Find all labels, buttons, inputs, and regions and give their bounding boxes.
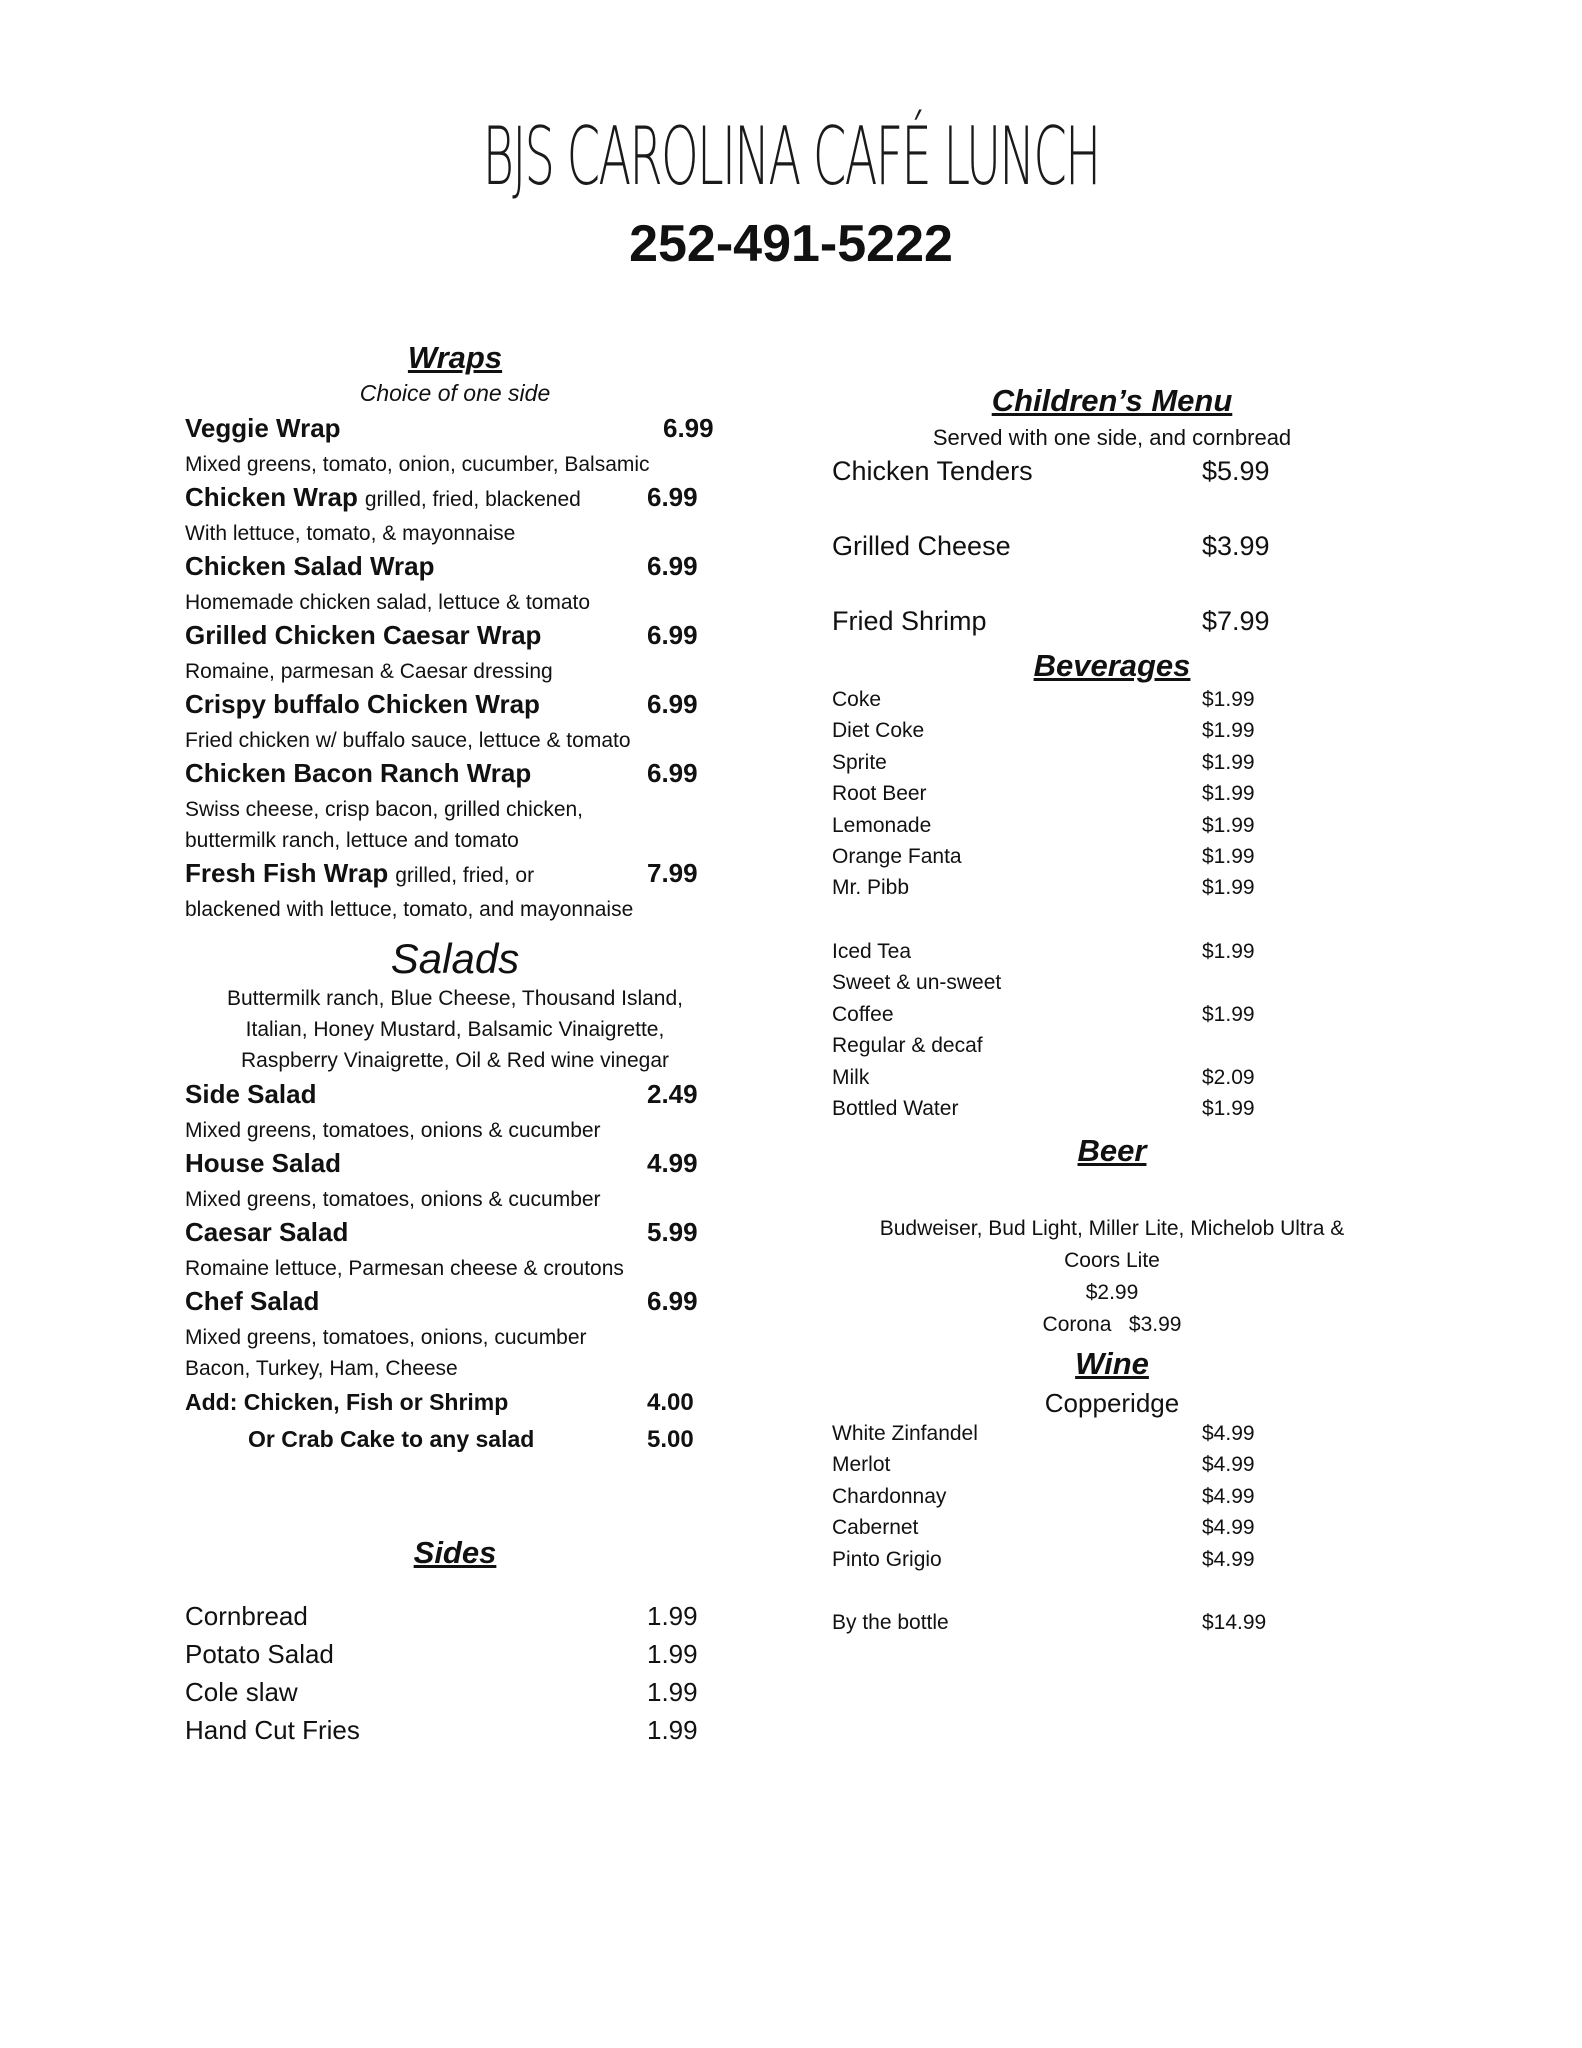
- beverage-item: [832, 752, 1392, 773]
- beverage-item: [832, 689, 1392, 710]
- addon-price: 5.00: [647, 1426, 694, 1453]
- side-name: Cole slaw: [185, 1677, 298, 1707]
- wine-name: Pinto Grigio: [832, 1547, 942, 1571]
- wrap-item: [185, 415, 725, 442]
- wine-price: $4.99: [1202, 1516, 1255, 1540]
- beverage-price: $1.99: [1202, 688, 1255, 711]
- childrens-item: [832, 458, 1392, 485]
- beverage-price: $1.99: [1202, 750, 1255, 774]
- beverage-name: Root Beer: [832, 782, 927, 806]
- beverage-name: Lemonade: [832, 813, 932, 837]
- salad-item: [185, 1288, 725, 1315]
- salads-heading: Salads: [390, 935, 520, 982]
- salad-name: Caesar Salad: [185, 1217, 349, 1247]
- side-name: Potato Salad: [185, 1639, 334, 1669]
- side-price: 1.99: [647, 1639, 698, 1669]
- addon-label: Add: Chicken, Fish or Shrimp: [185, 1389, 509, 1415]
- wrap-item: [185, 860, 725, 887]
- wrap-name: Fresh Fish Wrap: [185, 858, 389, 888]
- addon-label: Or Crab Cake to any salad: [248, 1426, 535, 1452]
- wrap-name: Grilled Chicken Caesar Wrap: [185, 620, 542, 650]
- beverage-item: [832, 1004, 1392, 1025]
- beverage-price: $2.09: [1202, 1065, 1255, 1089]
- side-item: [185, 1641, 725, 1667]
- salad-price: 2.49: [647, 1079, 698, 1109]
- salad-price: 6.99: [647, 1286, 698, 1316]
- wraps-heading: Wraps: [407, 340, 503, 375]
- wine-item: [832, 1454, 1392, 1475]
- beverage-price: $1.99: [1202, 1002, 1255, 1026]
- dressing-line: Raspberry Vinaigrette, Oil & Red wine vinegar: [241, 1049, 669, 1072]
- wrap-name: Chicken Wrap: [185, 482, 358, 512]
- dressing-line: Buttermilk ranch, Blue Cheese, Thousand Island,: [226, 987, 684, 1010]
- beverages-heading: Beverages: [1033, 648, 1191, 683]
- salad-item: [185, 1219, 725, 1246]
- corona-price: Corona $3.99: [1042, 1313, 1182, 1336]
- wrap-price: 6.99: [663, 413, 714, 443]
- phone-number: 252-491-5222: [629, 215, 953, 273]
- wrap-price: 6.99: [647, 620, 698, 650]
- wine-price: $4.99: [1202, 1547, 1255, 1571]
- salad-description: Mixed greens, tomatoes, onions & cucumber: [185, 1119, 601, 1142]
- wrap-price: 6.99: [647, 551, 698, 581]
- beverage-price: $1.99: [1202, 876, 1255, 900]
- dressing-line: Italian, Honey Mustard, Balsamic Vinaigrette,: [245, 1018, 665, 1041]
- beverage-price: $1.99: [1202, 845, 1255, 868]
- childrens-menu-heading: Children’s Menu: [991, 383, 1233, 418]
- side-price: 1.99: [647, 1715, 698, 1745]
- beer-brands-line2: Coors Lite: [1064, 1249, 1160, 1272]
- salad-name: Chef Salad: [185, 1286, 320, 1316]
- wine-bottle-name: By the bottle: [832, 1611, 949, 1634]
- childrens-item-name: Grilled Cheese: [832, 531, 1011, 561]
- side-name: Cornbread: [185, 1601, 308, 1631]
- side-item: [185, 1717, 725, 1743]
- wrap-price: 7.99: [647, 858, 698, 888]
- beverage-name: Iced Tea: [832, 940, 912, 963]
- wrap-description: buttermilk ranch, lettuce and tomato: [185, 829, 519, 852]
- wrap-description: With lettuce, tomato, & mayonnaise: [185, 522, 516, 545]
- beverage-price: $1.99: [1202, 940, 1255, 963]
- wrap-item: [185, 622, 725, 649]
- wine-bottle-item: [832, 1612, 1392, 1633]
- beer-price: $2.99: [1085, 1281, 1139, 1304]
- wrap-options: grilled, fried, or: [395, 864, 535, 887]
- wrap-description: blackened with lettuce, tomato, and mayonnaise: [185, 898, 634, 921]
- side-price: 1.99: [647, 1677, 698, 1707]
- wrap-name: Chicken Salad Wrap: [185, 551, 435, 581]
- wrap-item: [185, 553, 725, 580]
- beverage-item: [832, 846, 1392, 867]
- salad-name: Side Salad: [185, 1079, 317, 1109]
- wine-name: Cabernet: [832, 1516, 919, 1540]
- beer-heading: Beer: [1077, 1133, 1147, 1168]
- wine-price: $4.99: [1202, 1422, 1255, 1445]
- wrap-price: 6.99: [647, 482, 698, 512]
- wine-item: [832, 1423, 1392, 1444]
- beverage-item: [832, 1098, 1392, 1119]
- wine-name: Chardonnay: [832, 1484, 947, 1508]
- wrap-name: Veggie Wrap: [185, 413, 341, 443]
- beverage-name: Coke: [832, 688, 882, 711]
- childrens-item-name: Fried Shrimp: [832, 606, 987, 636]
- beverage-name: Mr. Pibb: [832, 876, 910, 900]
- salad-description: Bacon, Turkey, Ham, Cheese: [185, 1357, 458, 1380]
- wrap-price: 6.99: [647, 689, 698, 719]
- beverage-price: $1.99: [1202, 719, 1255, 743]
- wine-name: Merlot: [832, 1453, 891, 1477]
- wine-brand: Copperidge: [1044, 1388, 1180, 1418]
- salad-price: 4.99: [647, 1148, 698, 1178]
- wrap-item: [185, 691, 725, 718]
- salad-description: Mixed greens, tomatoes, onions & cucumber: [185, 1188, 601, 1211]
- left-column: [185, 0, 725, 2048]
- salad-item: [185, 1081, 725, 1108]
- beverage-note: Sweet & un-sweet: [832, 971, 1002, 995]
- wrap-options: grilled, fried, blackened: [364, 488, 581, 511]
- wrap-description: Homemade chicken salad, lettuce & tomato: [185, 591, 591, 614]
- wine-price: $4.99: [1202, 1484, 1255, 1508]
- salad-description: Romaine lettuce, Parmesan cheese & croutons: [185, 1257, 624, 1280]
- salad-name: House Salad: [185, 1148, 342, 1178]
- wine-item: [832, 1549, 1392, 1570]
- wrap-description: Mixed greens, tomato, onion, cucumber, Balsamic: [185, 453, 650, 476]
- beer-brands-line1: Budweiser, Bud Light, Miller Lite, Michelob Ultra &: [879, 1217, 1345, 1240]
- beverage-name: Milk: [832, 1065, 870, 1089]
- beverage-item: [832, 720, 1392, 741]
- wine-bottle-price: $14.99: [1202, 1611, 1267, 1634]
- wrap-item: [185, 484, 725, 511]
- beverage-price: $1.99: [1202, 1097, 1255, 1120]
- beverage-name: Diet Coke: [832, 719, 925, 743]
- sides-heading: Sides: [413, 1535, 497, 1570]
- beverage-note: Regular & decaf: [832, 1034, 983, 1058]
- salad-price: 5.99: [647, 1217, 698, 1247]
- beverage-item: [832, 815, 1392, 836]
- beverage-name: Orange Fanta: [832, 845, 962, 868]
- wine-heading: Wine: [1075, 1346, 1149, 1381]
- wine-item: [832, 1517, 1392, 1538]
- childrens-item-price: $3.99: [1202, 531, 1270, 561]
- childrens-item: [832, 608, 1392, 635]
- right-column: [832, 0, 1392, 2048]
- beverage-item: [832, 1067, 1392, 1088]
- beverage-item: [832, 941, 1392, 962]
- beverage-name: Sprite: [832, 750, 887, 774]
- wrap-name: Chicken Bacon Ranch Wrap: [185, 758, 532, 788]
- wine-name: White Zinfandel: [832, 1422, 978, 1445]
- salad-description: Mixed greens, tomatoes, onions, cucumber: [185, 1326, 587, 1349]
- childrens-item-name: Chicken Tenders: [832, 456, 1033, 486]
- side-name: Hand Cut Fries: [185, 1715, 360, 1745]
- wrap-description: Swiss cheese, crisp bacon, grilled chicken,: [185, 798, 584, 821]
- beverage-name: Bottled Water: [832, 1097, 959, 1120]
- salad-item: [185, 1150, 725, 1177]
- beverage-item: [832, 783, 1392, 804]
- beverage-item: [832, 877, 1392, 898]
- addon-price: 4.00: [647, 1389, 694, 1416]
- wrap-price: 6.99: [647, 758, 698, 788]
- wrap-description: Romaine, parmesan & Caesar dressing: [185, 660, 553, 683]
- wrap-description: Fried chicken w/ buffalo sauce, lettuce & tomato: [185, 729, 631, 752]
- beverage-name: Coffee: [832, 1002, 894, 1026]
- childrens-item-price: $5.99: [1202, 456, 1270, 486]
- wrap-name: Crispy buffalo Chicken Wrap: [185, 689, 540, 719]
- wraps-subtitle: Choice of one side: [359, 380, 551, 406]
- side-item: [185, 1603, 725, 1629]
- side-price: 1.99: [647, 1601, 698, 1631]
- beverage-price: $1.99: [1202, 782, 1255, 806]
- childrens-menu-subtitle: Served with one side, and cornbread: [932, 425, 1292, 450]
- childrens-item-price: $7.99: [1202, 606, 1270, 636]
- side-item: [185, 1679, 725, 1705]
- beverage-price: $1.99: [1202, 813, 1255, 837]
- menu-title: BJS CAROLINA CAFÉ LUNCH: [482, 110, 1100, 203]
- childrens-item: [832, 533, 1392, 560]
- wine-price: $4.99: [1202, 1453, 1255, 1477]
- wine-item: [832, 1486, 1392, 1507]
- wrap-item: [185, 760, 725, 787]
